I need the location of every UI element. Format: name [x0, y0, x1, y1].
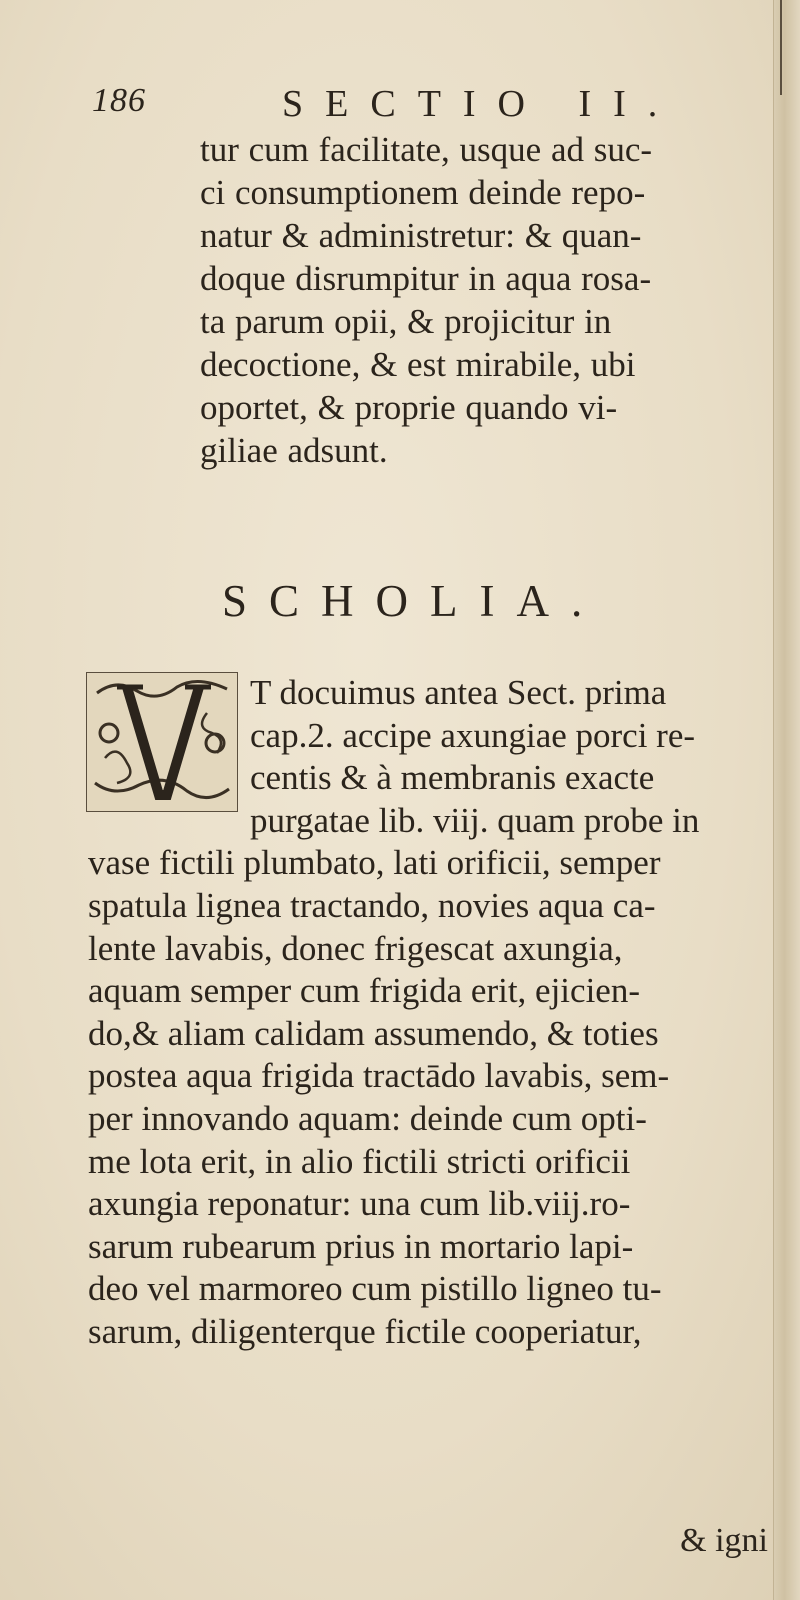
text-line: lente lavabis, donec frigescat axungia, [88, 928, 623, 968]
text-line: tur cum facilitate, usque ad suc- [200, 130, 653, 169]
text-line: sarum, diligenterque fictile cooperiatur, [88, 1311, 642, 1351]
text-line: spatula lignea tractando, novies aqua ca- [88, 885, 656, 925]
text-line: purgatae lib. viij. quam probe in [250, 800, 700, 840]
text-line: sarum rubearum prius in mortario lapi- [88, 1226, 634, 1266]
page-number: 186 [92, 82, 146, 119]
text-line: do,& aliam calidam assumendo, & toties [88, 1013, 659, 1053]
text-line: ta parum opii, & projicitur in [200, 302, 612, 341]
text-line: vase fictili plumbato, lati orificii, semper [88, 843, 661, 883]
text-line: deo vel marmoreo cum pistillo ligneo tu- [88, 1269, 662, 1309]
text-line: oportet, & proprie quando vi- [200, 388, 618, 427]
continued-paragraph [200, 128, 770, 472]
catchword: & igni [680, 1522, 768, 1559]
text-line: me lota erit, in alio fictili stricti orificii [88, 1141, 631, 1181]
text-line: decoctione, & est mirabile, ubi [200, 345, 636, 384]
text-line: ci consumptionem deinde repo- [200, 173, 646, 212]
text-line: doque disrumpitur in aqua rosa- [200, 259, 652, 298]
section-title: SECTIO II. [282, 83, 680, 125]
text-line: aquam semper cum frigida erit, ejicien- [88, 971, 640, 1011]
text-line: per innovando aquam: deinde cum opti- [88, 1098, 647, 1138]
text-line: natur & administretur: & quan- [200, 216, 642, 255]
binding-mark [780, 0, 782, 95]
text-line: axungia reponatur: una cum lib.viij.ro- [88, 1184, 631, 1224]
running-header [92, 82, 692, 132]
text-line: giliae adsunt. [200, 431, 388, 470]
scholia-paragraph [88, 672, 778, 1354]
text-line: postea aqua frigida tractādo lavabis, sem- [88, 1056, 670, 1096]
scholia-heading: SCHOLIA. [222, 576, 605, 626]
text-line: centis & à membranis exacte [250, 758, 655, 798]
text-line: T docuimus antea Sect. prima [250, 673, 667, 712]
text-line: cap.2. accipe axungiae porci re- [250, 715, 696, 755]
